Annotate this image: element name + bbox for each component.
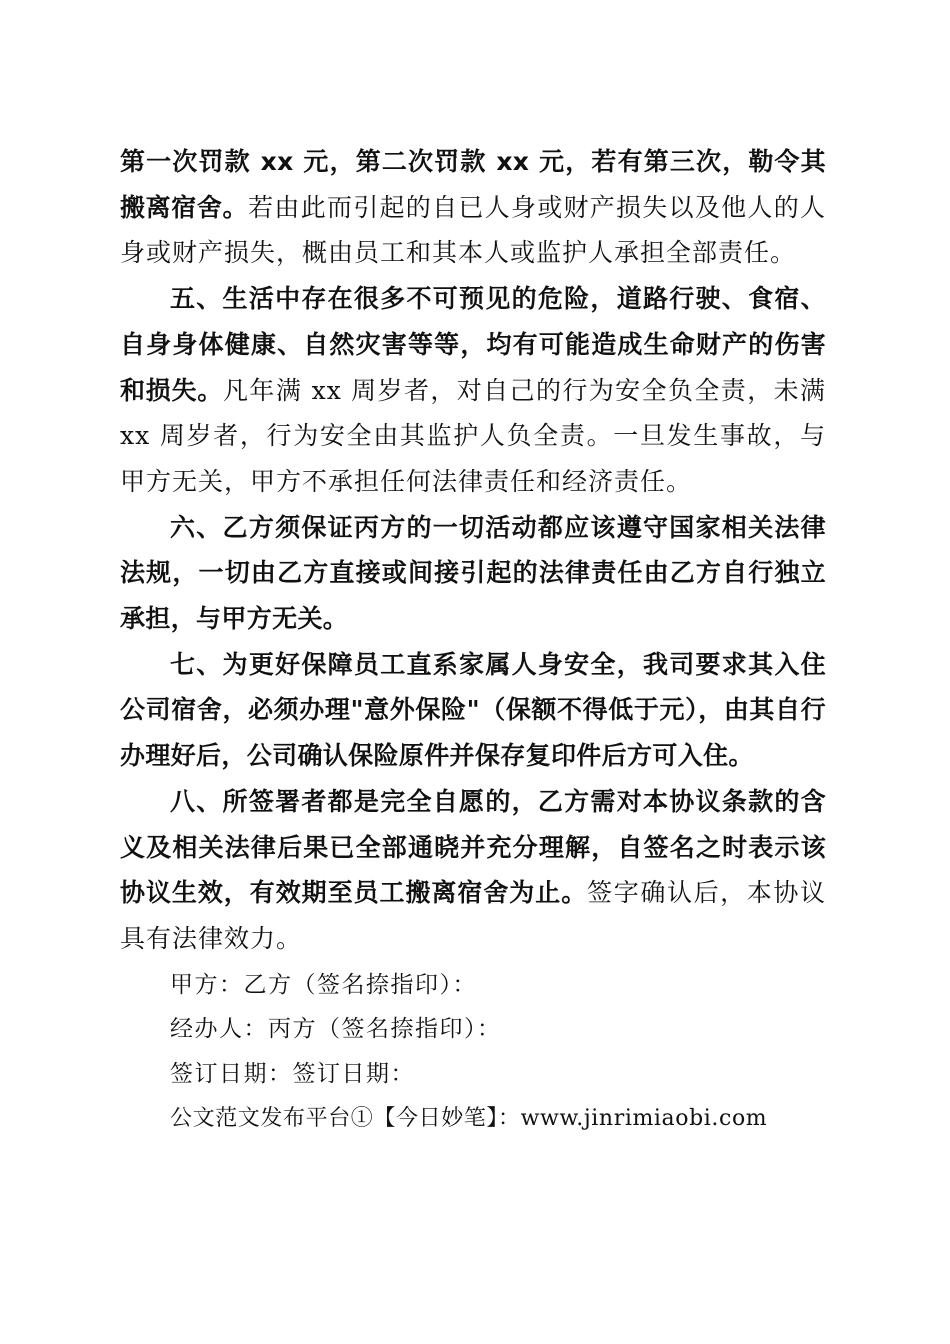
paragraph-penalty-clause (120, 140, 826, 277)
paragraph-bold-text: 五、生活中存在很多不可预见的危险，道路行驶、食宿、自身身体健康、自然灾害等等，均有可能造成生命财产的伤害和损失。 (120, 284, 826, 405)
paragraph-clause-eight (120, 780, 826, 963)
paragraph-clause-seven (120, 643, 826, 780)
paragraph-clause-five (120, 277, 826, 506)
paragraph-normal-text: 凡年满 xx 周岁者，对自己的行为安全负全责，未满 xx 周岁者，行为安全由其监护人负全责。一旦发生事故，与甲方无关，甲方不承担任何法律责任和经济责任。 (120, 375, 827, 496)
paragraph-clause-six (120, 506, 826, 643)
paragraph-bold-text: 六、乙方须保证丙方的一切活动都应该遵守国家相关法律法规，一切由乙方直接或间接引起的法律责任由乙方自行独立承担，与甲方无关。 (120, 512, 826, 634)
paragraph-normal-text: 若由此而引起的自已人身或财产损失以及他人的人身或财产损失，概由员工和其本人或监护人承担全部责任。 (120, 192, 826, 268)
signature-date: 签订日期：签订日期： (170, 1061, 415, 1088)
paragraph-bold-text: 八、所签署者都是完全自愿的，乙方需对本协议条款的含义及相关法律后果已全部通晓并充分理解，自签名之时表示该协议生效，有效期至员工搬离宿舍为止。 (120, 786, 826, 908)
document-body (120, 140, 826, 1141)
signature-party-a-b: 甲方：乙方（签名捺指印）： (170, 971, 477, 998)
footer-source-line: 公文范文发布平台①【今日妙笔】：www.jinrimiaobi.com (170, 1105, 768, 1131)
paragraph-normal-text: 签字确认后，本协议具有法律效力。 (120, 878, 826, 953)
paragraph-bold-text: 七、为更好保障员工直系家属人身安全，我司要求其入住公司宿舍，必须办理"意外保险"（保额不得低于元），由其自行办理好后，公司确认保险原件并保存复印件后方可入住。 (120, 649, 826, 771)
paragraph-bold-text: 第一次罚款 xx 元，第二次罚款 xx 元，若有第三次，勒令其搬离宿舍。 (120, 147, 826, 222)
signature-handler-party-c: 经办人：丙方（签名捺指印）： (170, 1016, 502, 1043)
